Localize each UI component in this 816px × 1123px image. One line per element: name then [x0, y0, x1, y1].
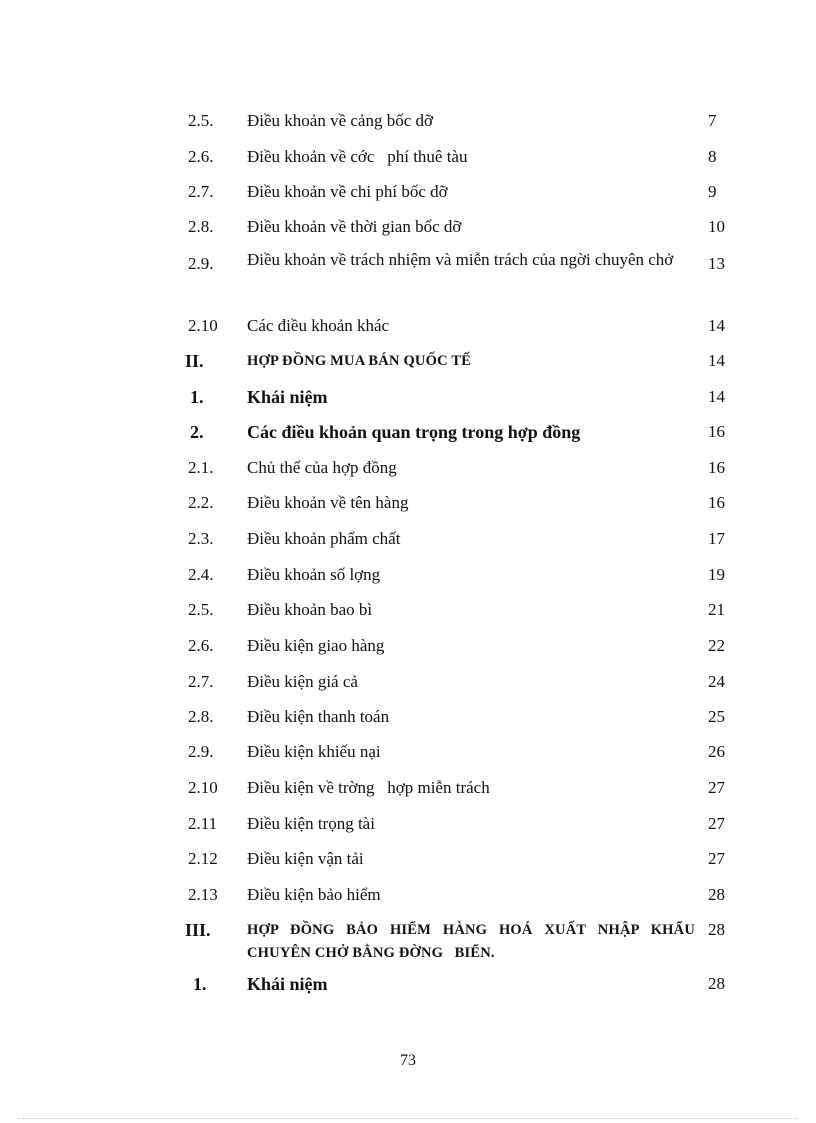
toc-entry-page: 24 [708, 672, 725, 691]
toc-entry-title: Chủ thể của hợp đồng [247, 458, 397, 477]
toc-entry-title: Điều khoản về cớc phí thuê tàu [247, 147, 468, 166]
toc-entry-number: 2.8. [188, 707, 214, 726]
toc-entry-title: Điều khoản số lợng [247, 565, 381, 584]
toc-entry-number: 1. [190, 387, 204, 407]
toc-entry-page: 28 [708, 920, 725, 939]
toc-entry-title: Điều khoản về cảng bốc dỡ [247, 111, 434, 130]
toc-entry-number: II. [185, 351, 204, 371]
toc-entry-number: 2.3. [188, 529, 214, 548]
toc-entry-number: 2.4. [188, 565, 214, 584]
toc-entry-page: 26 [708, 742, 725, 761]
toc-entry-number: 2.9. [188, 742, 214, 761]
toc-entry-page: 14 [708, 387, 725, 406]
toc-entry-number: 2.8. [188, 217, 214, 236]
toc-entry-number: 1. [193, 974, 207, 994]
toc-entry-number: 2.11 [188, 814, 218, 833]
toc-entry-page: 7 [708, 111, 717, 130]
toc-entry-number: 2.10 [188, 316, 218, 335]
toc-entry-page: 21 [708, 600, 725, 619]
toc-entry-page: 27 [708, 778, 725, 797]
toc-entry-title: Khái niệm [247, 387, 328, 407]
toc-entry-title: Điều kiện trọng tài [247, 814, 375, 833]
toc-entry-page: 27 [708, 849, 725, 868]
toc-entry-page: 25 [708, 707, 725, 726]
toc-entry-page: 10 [708, 217, 725, 236]
toc-entry-title: Các điều khoản khác [247, 316, 390, 335]
toc-entry-title: HỢP ĐỒNG BẢO HIỂM HÀNG HOÁ XUẤT NHẬP KHẨU CHUYÊN CHỞ BẰNG ĐỜNG BIỂN. [247, 922, 699, 961]
toc-entry-page: 17 [708, 529, 725, 548]
toc-entry-page: 28 [708, 885, 725, 904]
toc-entry-page: 22 [708, 636, 725, 655]
toc-entry-title: Điều khoản bao bì [247, 600, 373, 619]
toc-entry-title: Điều khoản về chi phí bốc dỡ [247, 182, 448, 201]
toc-entry-number: 2.10 [188, 778, 218, 797]
toc-entry-page: 27 [708, 814, 725, 833]
toc-entry-number: 2.6. [188, 636, 214, 655]
toc-entry-page: 16 [708, 458, 725, 477]
toc-entry-title: Điều kiện bảo hiểm [247, 885, 381, 904]
toc-entry-title: Điều khoản phẩm chất [247, 529, 401, 548]
toc-entry-title: Điều kiện khiếu nại [247, 742, 381, 761]
toc-entry-title: Điều kiện thanh toán [247, 707, 390, 726]
toc-entry-number: 2. [190, 422, 204, 442]
toc-entry-page: 16 [708, 493, 725, 512]
toc-entry-page: 16 [708, 422, 725, 441]
toc-entry-number: 2.13 [188, 885, 218, 904]
toc-entry-title: Điều khoản về tên hàng [247, 493, 409, 512]
toc-entry-page: 9 [708, 182, 717, 201]
toc-entry-title: Khái niệm [247, 974, 328, 994]
toc-entry-page: 8 [708, 147, 717, 166]
toc-entry-number: 2.12 [188, 849, 218, 868]
toc-entry-title: Điều kiện giá cả [247, 672, 358, 691]
toc-entry-number: 2.7. [188, 672, 214, 691]
toc-entry-page: 28 [708, 974, 725, 993]
toc-entry-number: III. [185, 920, 211, 940]
page-bottom-divider [18, 1118, 798, 1119]
toc-entry-page: 14 [708, 351, 725, 370]
toc-entry-number: 2.2. [188, 493, 214, 512]
toc-entry-title: Điều kiện vận tải [247, 849, 364, 868]
toc-entry-title: HỢP ĐỒNG MUA BÁN QUỐC TẾ [247, 353, 472, 369]
toc-entry-number: 2.5. [188, 600, 214, 619]
toc-entry-title: Điều khoản về thời gian bốc dỡ [247, 217, 462, 236]
toc-entry-title: Điều kiện giao hàng [247, 636, 385, 655]
toc-entry-number: 2.5. [188, 111, 214, 130]
toc-entry-number: 2.9. [188, 254, 214, 273]
toc-entry-title: Điều khoản về trách nhiệm và miễn trách của ngời chuyên chở [247, 250, 674, 269]
toc-entry-number: 2.7. [188, 182, 214, 201]
toc-entry-number: 2.6. [188, 147, 214, 166]
toc-entry-page: 13 [708, 254, 725, 273]
toc-entry-page: 19 [708, 565, 725, 584]
toc-entry-title: Điều kiện về trờng hợp miễn trách [247, 778, 490, 797]
toc-entry-number: 2.1. [188, 458, 214, 477]
page-number: 73 [400, 1052, 416, 1069]
toc-entry-title: Các điều khoản quan trọng trong hợp đồng [247, 422, 581, 442]
toc-entry-page: 14 [708, 316, 725, 335]
